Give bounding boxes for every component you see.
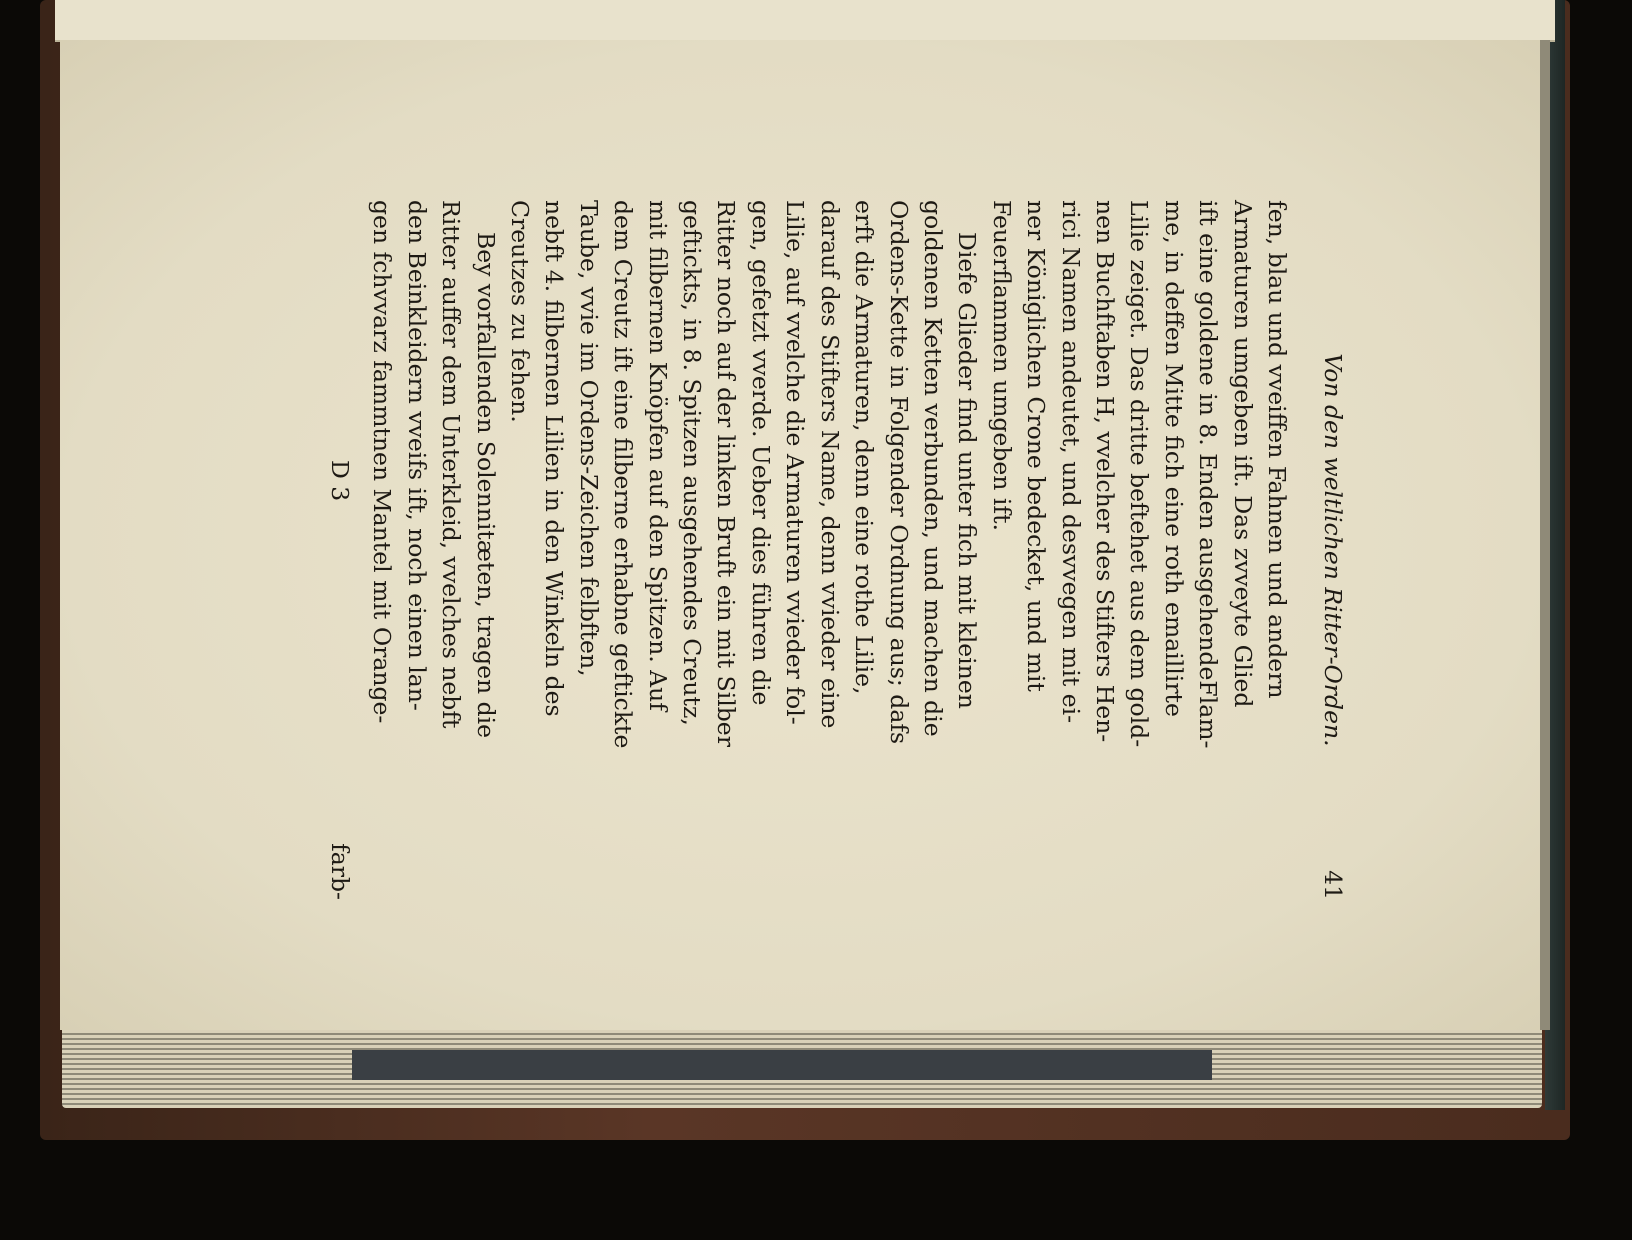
text-line: Ordens-Kette in Folgender Ordnung aus; dafs xyxy=(884,200,913,745)
text-line: Taube, vvie im Ordens-Zeichen felbften, xyxy=(574,200,603,677)
text-line: gen fchvvarz fammtnen Mantel mit Orange- xyxy=(368,200,397,724)
paragraph-2 xyxy=(503,200,985,900)
text-line: Ritter auffer dem Unterkleid, vvelches nebft xyxy=(437,200,466,729)
text-line: mit filbernen Knöpfen auf den Spitzen. Auf xyxy=(643,200,672,711)
paragraph-1 xyxy=(984,200,1294,900)
text-line: Diefe Glieder find unter fich mit kleinen xyxy=(953,232,982,709)
running-header-title: Von den weltlichen Ritter-Orden. xyxy=(1319,353,1347,747)
text-line: gen, gefetzt vverde. Ueber dies führen die xyxy=(746,200,775,706)
signature-mark: D 3 xyxy=(326,460,355,502)
text-line: me, in deffen Mitte fich eine roth emaillirte xyxy=(1159,200,1188,717)
text-line: erft die Armaturen, denn eine rothe Lilie, xyxy=(850,200,879,695)
text-line: Lilie zeiget. Das dritte beftehet aus dem gold- xyxy=(1125,200,1154,748)
text-line: darauf des Stifters Name, denn vvieder eine xyxy=(815,200,844,729)
page-text-block xyxy=(270,200,1350,900)
text-line: ner Königlichen Crone bedecket, und mit xyxy=(1022,200,1051,692)
text-line: Bey vorfallenden Solennitæten, tragen die xyxy=(471,232,500,739)
catchword: farb- xyxy=(326,843,355,900)
page-number: 41 xyxy=(1319,870,1347,900)
facing-page-edge xyxy=(55,0,1555,42)
text-line: fen, blau und vveiffen Fahnen und andern xyxy=(1263,200,1291,699)
text-line: den Beinkleidern vveifs ift, noch einen lan- xyxy=(402,200,431,711)
paragraph-3 xyxy=(365,200,503,900)
text-line: goldenen Ketten verbunden, und machen die xyxy=(918,200,947,737)
text-line: Ritter noch auf der linken Bruft ein mit Silber xyxy=(712,200,741,747)
text-line: Creutzes zu fehen. xyxy=(506,200,535,423)
text-line: nen Buchftaben H, vvelcher des Stifters Hen- xyxy=(1090,200,1119,743)
text-line: dem Creutz ift eine filberne erhabne geftickte xyxy=(609,200,638,749)
text-line: Lilie, auf vvelche die Armaturen vvieder fol- xyxy=(781,200,810,725)
text-line: Armaturen umgeben ift. Das zvveyte Glied xyxy=(1228,200,1257,708)
text-line: rici Namen andeutet, und desvvegen mit ei- xyxy=(1056,200,1085,724)
running-header xyxy=(1316,200,1350,900)
page-footer xyxy=(317,200,357,900)
text-line: ift eine goldene in 8. Enden ausgehendeFlam- xyxy=(1194,200,1223,749)
text-line: nebft 4. filbernen Lilien in den Winkeln des xyxy=(540,200,569,717)
page-block-edges xyxy=(62,1020,1542,1108)
page-edge-shadow xyxy=(352,1050,1212,1080)
text-line: Feuerflammen umgeben ift. xyxy=(987,200,1016,532)
text-line: geftickts, in 8. Spitzen ausgehendes Creutz, xyxy=(678,200,707,726)
